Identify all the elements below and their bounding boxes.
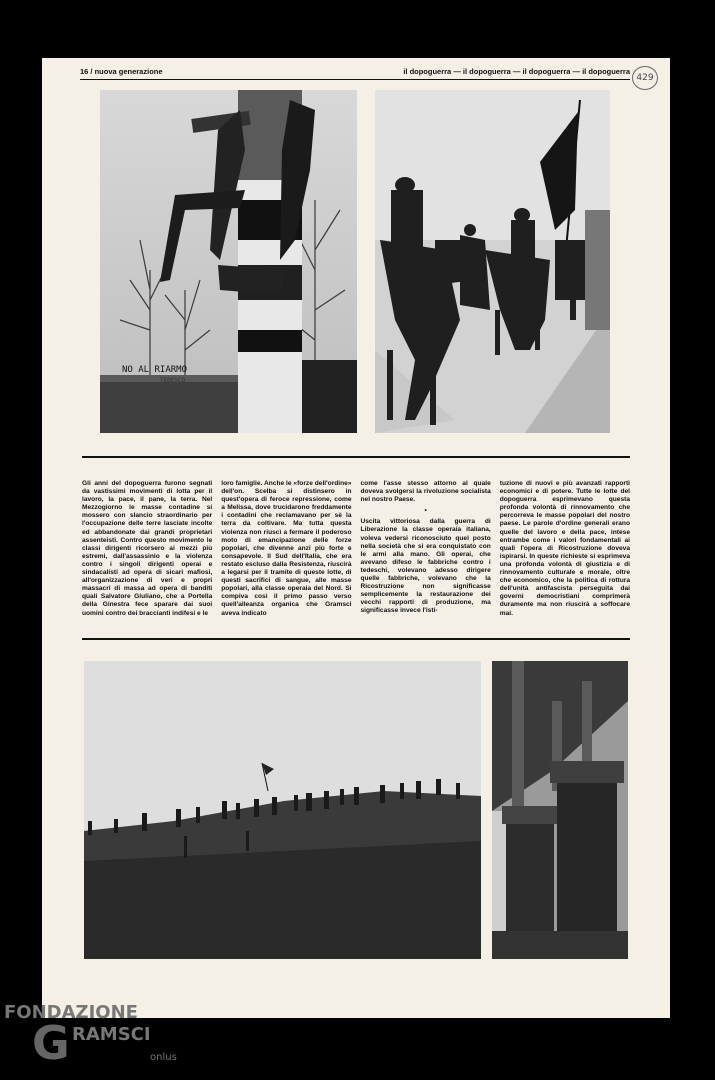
- running-header: [80, 67, 630, 79]
- article-column-1: [82, 480, 212, 625]
- header-left: 16 / nuova generazione: [80, 67, 163, 76]
- article-column-2: [221, 480, 351, 625]
- section-rule-top: [82, 456, 630, 458]
- article-body: [82, 480, 630, 625]
- photo-building-columns: [492, 661, 628, 959]
- sign-subtext: TEDESCO: [160, 377, 186, 384]
- photo-hillside-crowd: [84, 661, 481, 959]
- watermark-line2: RAMSCI: [72, 1024, 151, 1045]
- photo-pole-sign: [100, 90, 357, 433]
- article-column-3: [361, 480, 491, 625]
- sign-text: NO AL RIARMO: [122, 365, 188, 375]
- watermark-initial: G: [32, 1016, 70, 1070]
- column-4-text: tuzione di nuovi e più avanzati rapporti economici e di potere. Tutte le lotte del dopoguerra esprimevano questa profonda volontà di rinnovamento che percorreva le masse popolari del nostro paese. Le parole d'ordine generali erano quelle del lavoro e della pace, intese entrambe come i valori fondamentali ai quali l'opera di Ricostruzione doveva ispirarsi. In queste richieste si esprimeva una profonda volontà di giustizia e di rinnovamento culturale e morale, oltre che economico, che la politica di rottura dell'unità antifascista perseguita dai governi democristiani comprimerà duramente ma non riuscirà a soffocare mai.: [499, 480, 630, 617]
- header-right: il dopoguerra — il dopoguerra — il dopoguerra — il dopoguerra: [403, 67, 630, 76]
- document-page: [42, 58, 670, 1018]
- section-rule-bottom: [82, 638, 630, 640]
- fondazione-gramsci-watermark: [4, 1002, 204, 1074]
- watermark-onlus: onlus: [150, 1052, 177, 1063]
- photo-horsemen-flag: [375, 90, 610, 433]
- header-rule: [80, 79, 630, 80]
- column-2-text: loro famiglie. Anche le «forze dell'ordine» dell'on. Scelba si distinsero in quest'opera di feroce repressione, come a Melissa, dove trucidarono freddamente i contadini che reclamavano per sè la terra da coltivare. Ma tutta questa violenza non riuscì a fermare il poderoso moto di emancipazione delle forze popolari, che divenne anzi più forte e consapevole. Il Sud dell'Italia, che era restato escluso dalla Resistenza, riuscirà a legarsi per il tramite di queste lotte, di questi sacrifici di sangue, alle masse popolari, alla classe operaia del Nord. Si compiva così il primo passo verso quell'alleanza organica che Gramsci aveva indicato: [221, 480, 352, 617]
- handwritten-page-number: 429: [632, 66, 658, 90]
- column-3-text-a: come l'asse stesso attorno al quale doveva svolgersi la rivoluzione socialista nel nostro Paese.: [360, 480, 491, 504]
- section-bullet: •: [424, 507, 427, 515]
- column-3-text-b: Uscita vittoriosa dalla guerra di Liberazione la classe operaia italiana, voleva vedersi riconosciuto quel posto nella società che si era conquistato con le armi alla mano. Gli operai, che avevano difeso le fabbriche contro i tedeschi, volevano adesso dirigere quelle fabbriche, volevano che la Ricostruzione non significasse semplicemente la restaurazione dei vecchi rapporti di produzione, ma significasse invece l'isti-: [360, 518, 491, 615]
- article-column-4: [500, 480, 630, 625]
- watermark-line1: FONDAZIONE: [4, 1002, 138, 1023]
- column-1-text: Gli anni del dopoguerra furono segnati da vastissimi movimenti di lotta per il lavoro, la pace, il pane, la terra. Nel Mezzogiorno le masse contadine si mossero con slancio straordinario per l'occupazione delle terre lasciate incolte ed abbandonate dai grandi proprietari assenteisti. Contro questo movimento le classi dirigenti ricorsero ai mezzi più estremi, dall'assassinio e la violenza contro i singoli dirigenti operai e sindacalisti ad opera di sicari mafiosi, all'organizzazione di veri e propri massacri di massa ad opera di banditi quali Salvatore Giuliano, che a Portella della Ginestra fece sparare dai suoi uomini contro dei braccianti indifesi e le: [82, 480, 213, 617]
